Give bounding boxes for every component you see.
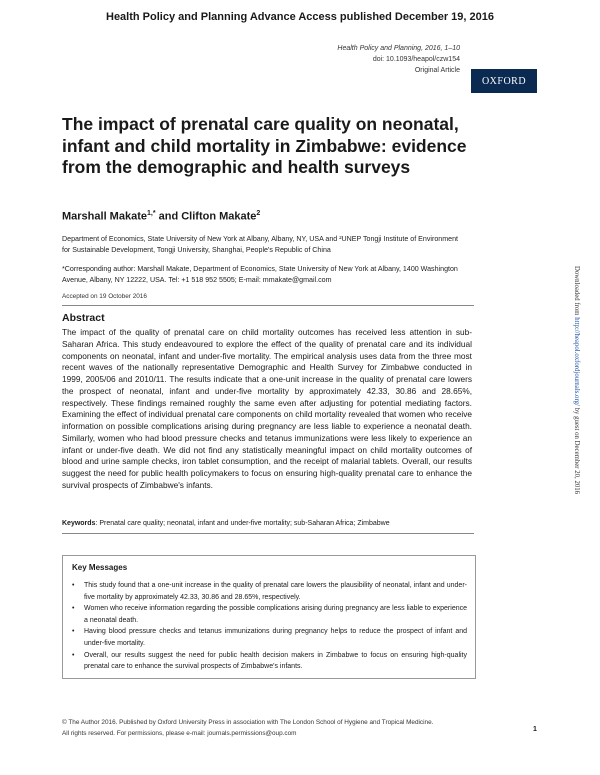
oxford-logo-text: OXFORD — [481, 75, 527, 87]
permissions-line: All rights reserved. For permissions, please e-mail: journals.permissions@oup.com — [62, 729, 297, 737]
author-2: Clifton Makate — [181, 210, 257, 223]
list-item — [72, 580, 467, 603]
bullet-icon: • — [72, 628, 75, 636]
keywords-text: : Prenatal care quality; neonatal, infant and under-five mortality; sub-Saharan Africa; Zimbabwe — [95, 520, 390, 527]
keywords-label: Keywords — [62, 520, 96, 527]
author-1: Marshall Makate — [62, 210, 147, 223]
keywords — [62, 520, 472, 527]
journal-citation: Health Policy and Planning, 2016, 1–10 — [337, 45, 460, 52]
doi: doi: 10.1093/heapol/czw154 — [372, 56, 460, 63]
author-line — [62, 210, 260, 223]
article-title: The impact of prenatal care quality on neonatal, infant and child mortality in Zimbabwe: evidence from the demographic and health surveys — [62, 114, 467, 178]
list-item — [72, 650, 467, 673]
abstract-heading: Abstract — [62, 312, 105, 324]
key-messages-list — [72, 580, 467, 673]
key-messages-heading: Key Messages — [72, 563, 128, 572]
key-message-text: Overall, our results suggest the need for public health decision makers in Zimbabwe to focus on ensuring high-quality prenatal care to enhance the survival prospects of Zimbabwe's infants. — [84, 651, 467, 671]
download-link[interactable]: http://heapol.oxfordjournals.org/ — [573, 317, 580, 406]
key-message-text: This study found that a one-unit increase in the quality of prenatal care lowers the plausibility of neonatal, infant and under-five mortality by approximately 42.33, 30.86 and 28.65%, respectively. — [84, 582, 467, 601]
corresponding-author: *Corresponding author: Marshall Makate, Department of Economics, State University of New York at Albany, 1400 Washington Avenue, Albany, NY 12222, USA. Tel: +1 518 952 5505; E-mail: mmakate@gmail.com — [62, 265, 458, 284]
advance-access-banner: Health Policy and Planning Advance Access published December 19, 2016 — [106, 11, 494, 23]
key-message-text: Having blood pressure checks and tetanus immunizations during pregnancy helps to reduce the prospect of infant and under-five mortality. — [84, 628, 467, 647]
author-connector: and — [155, 210, 182, 223]
list-item — [72, 603, 467, 626]
bullet-icon: • — [72, 582, 75, 589]
abstract-text: The impact of the quality of prenatal care on child mortality outcomes has received less attention in sub-Saharan Africa. This study endeavoured to explore the effect of the quality of prenatal care and its individual components on neonatal, infant and under-five mortality. The empirical analysis uses data from the three most recent waves of the nationally representative Demographic and Health Survey for Zimbabwe conducted in 1999, 2005/06 and 2010/11. The results indicate that a one-unit increase in the quality of prenatal care lowers the prospect of neonatal, infant and under-five mortality by approximately 42.33, 30.86 and 28.65%, respectively. These findings remained roughly the same even after adjusting for potential mediating factors. Examining the effect of individual prenatal care components on child mortality revealed that women who receive information on possible complications arising during pregnancy are less liable to experience a neonatal death. Similarly, women who had blood pressure checks and tetanus immunizations were less likely to experience an infant or under-five death. We did not find any statistically meaningful impact on child mortality outcomes of blood and urine sample checks, iron tablet consumption, and the receipt of malarial tablets. Overall, our results suggest the need for public health policymakers to focus on ensuring high-quality prenatal care to enhance the survival prospects of Zimbabwe's infants. — [62, 327, 472, 490]
copyright-line: © The Author 2016. Published by Oxford University Press in association with The London School of Hygiene and Tropical Medicine. — [62, 719, 434, 726]
divider — [62, 305, 474, 306]
list-item — [72, 626, 467, 649]
bullet-icon: • — [72, 651, 75, 659]
download-suffix: by guest on December 20, 2016 — [573, 405, 580, 495]
key-message-text: Women who receive information regarding the possible complications arising during pregnancy are less liable to experience a neonatal death. — [84, 605, 467, 624]
oxford-logo — [471, 69, 537, 93]
accepted-date: Accepted on 19 October 2016 — [62, 293, 147, 300]
download-prefix: Downloaded from — [573, 265, 580, 318]
copyright-notice — [62, 718, 482, 739]
affiliations: Department of Economics, State University of New York at Albany, Albany, NY, USA and ²UNEP Tongji Institute of Environment for Sustainable Development, Tongji University, Shanghai, People's Republic of China — [62, 235, 459, 254]
bullet-icon: • — [72, 605, 75, 613]
article-meta — [337, 43, 460, 76]
article-type: Original Article — [414, 67, 460, 74]
page-number: 1 — [533, 726, 537, 733]
divider — [62, 533, 474, 534]
author-1-affil-marker: 1,* — [146, 210, 156, 217]
author-2-affil-marker: 2 — [256, 210, 261, 217]
